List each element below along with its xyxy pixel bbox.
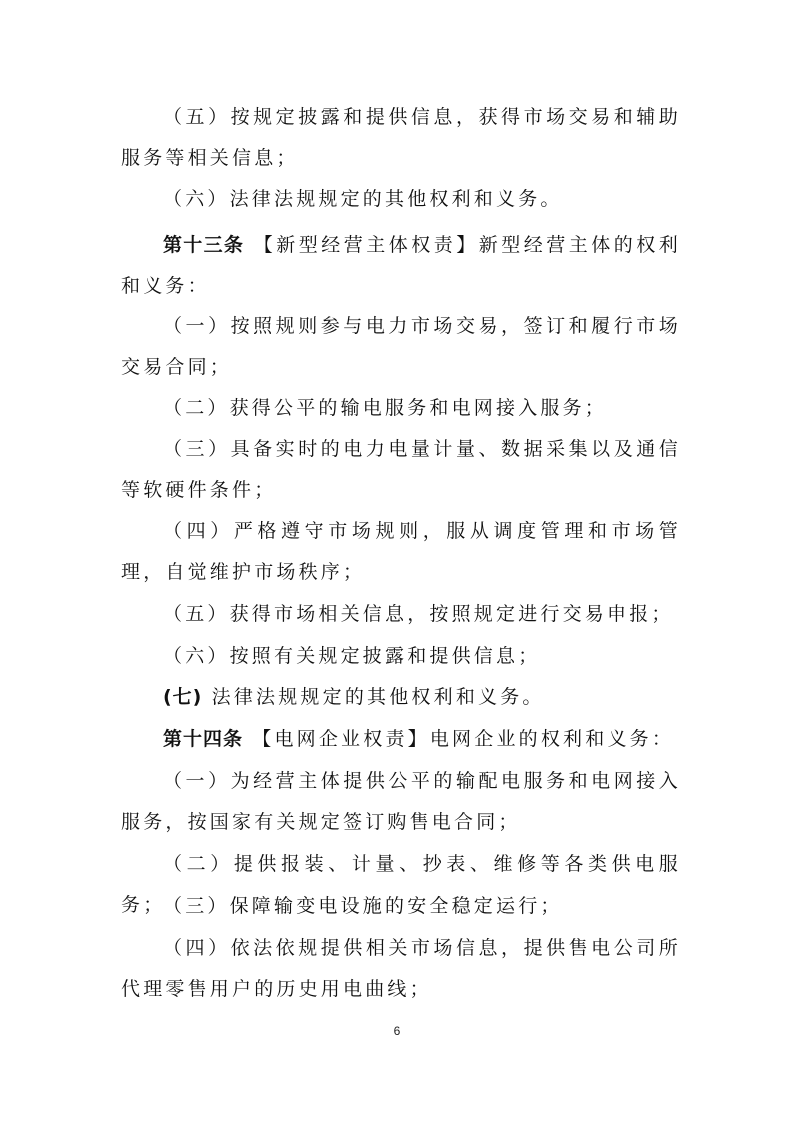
paragraph-item-4b	[121, 928, 681, 1010]
article-14-heading	[121, 719, 681, 760]
article-title-text: 【新型经营主体权责】新型经营主体的权利和义务：	[121, 234, 681, 297]
paragraph-item-1	[121, 306, 681, 388]
paragraph-text: 法律法规规定的其他权利和义务。	[202, 686, 545, 708]
article-number: 第十三条	[163, 234, 245, 256]
paragraph-text: （四）严格遵守市场规则，服从调度管理和市场管理，自觉维护市场秩序；	[121, 520, 681, 583]
paragraph-text: （六）按照有关规定披露和提供信息；	[163, 645, 541, 667]
paragraph-item-2	[121, 388, 681, 429]
paragraph-text: （四）依法依规提供相关市场信息，提供售电公司所代理零售用户的历史用电曲线；	[121, 937, 681, 1000]
paragraph-text: （一）按照规则参与电力市场交易，签订和履行市场交易合同；	[121, 315, 681, 378]
page-number: 6	[393, 1024, 401, 1038]
paragraph-text: （五）按规定披露和提供信息，获得市场交易和辅助服务等相关信息；	[121, 106, 681, 169]
paragraph-text: （一）为经营主体提供公平的输配电服务和电网接入服务，按国家有关规定签订购售电合同；	[121, 770, 681, 833]
paragraph-text: （三）具备实时的电力电量计量、数据采集以及通信等软硬件条件；	[121, 438, 681, 501]
paragraph-item-4	[121, 511, 681, 593]
paragraph-item-1b	[121, 761, 681, 843]
article-title-text: 【电网企业权责】电网企业的权利和义务：	[243, 728, 675, 750]
paragraph-item-3b	[121, 886, 681, 927]
item-label: (七)	[163, 686, 203, 708]
paragraph-text: （二）提供报装、计量、抄表、维修等各类供电服务；	[121, 853, 681, 916]
paragraph-text: （六）法律法规规定的其他权利和义务。	[163, 188, 563, 210]
paragraph-item-5	[121, 97, 681, 179]
article-13-heading	[121, 225, 681, 307]
paragraph-text: （三）保障输变电设施的安全稳定运行；	[163, 895, 563, 917]
paragraph-text: （五）获得市场相关信息，按照规定进行交易申报；	[163, 603, 674, 625]
paragraph-item-6	[121, 179, 681, 220]
paragraph-item-7	[121, 677, 681, 718]
paragraph-item-5b	[121, 594, 681, 635]
paragraph-text: （二）获得公平的输电服务和电网接入服务；	[163, 397, 608, 419]
paragraph-item-6b	[121, 636, 681, 677]
paragraph-item-3	[121, 429, 681, 511]
article-number: 第十四条	[163, 728, 244, 750]
